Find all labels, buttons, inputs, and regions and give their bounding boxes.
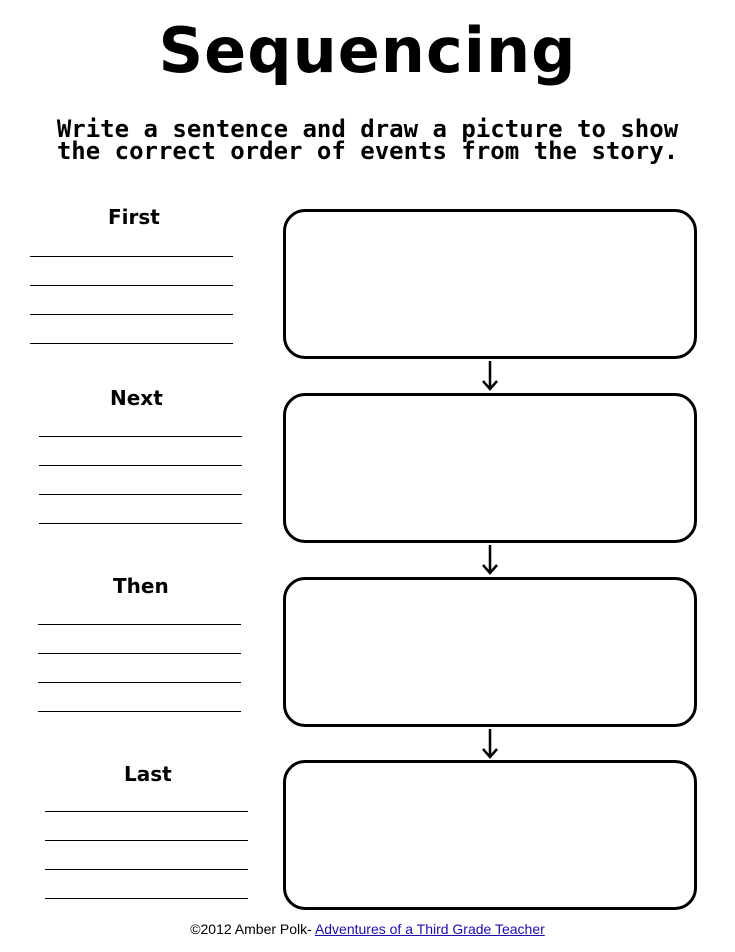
writing-line[interactable] <box>39 436 242 437</box>
writing-line[interactable] <box>45 898 248 899</box>
writing-line[interactable] <box>39 523 242 524</box>
worksheet-instructions: Write a sentence and draw a picture to show the correct order of events from the story. <box>56 115 679 165</box>
writing-line[interactable] <box>38 711 241 712</box>
down-arrow-icon <box>480 360 500 392</box>
down-arrow-icon <box>480 544 500 576</box>
writing-line[interactable] <box>30 314 233 315</box>
footer <box>0 921 735 937</box>
writing-line[interactable] <box>38 653 241 654</box>
writing-line[interactable] <box>39 465 242 466</box>
drawing-box-then[interactable] <box>283 577 697 727</box>
writing-line[interactable] <box>39 494 242 495</box>
section-label-then: Then <box>113 574 169 598</box>
drawing-box-first[interactable] <box>283 209 697 359</box>
section-label-next: Next <box>110 386 163 410</box>
section-label-last: Last <box>124 762 172 786</box>
drawing-box-next[interactable] <box>283 393 697 543</box>
writing-line[interactable] <box>45 811 248 812</box>
section-label-first: First <box>108 205 160 229</box>
writing-line[interactable] <box>38 624 241 625</box>
writing-line[interactable] <box>45 869 248 870</box>
writing-line[interactable] <box>38 682 241 683</box>
writing-line[interactable] <box>30 343 233 344</box>
drawing-box-last[interactable] <box>283 760 697 910</box>
writing-line[interactable] <box>45 840 248 841</box>
writing-line[interactable] <box>30 256 233 257</box>
worksheet-title: Sequencing <box>158 14 577 87</box>
writing-line[interactable] <box>30 285 233 286</box>
down-arrow-icon <box>480 728 500 760</box>
copyright-text: ©2012 Amber Polk- <box>190 921 312 937</box>
footer-link[interactable]: Adventures of a Third Grade Teacher <box>314 921 545 937</box>
